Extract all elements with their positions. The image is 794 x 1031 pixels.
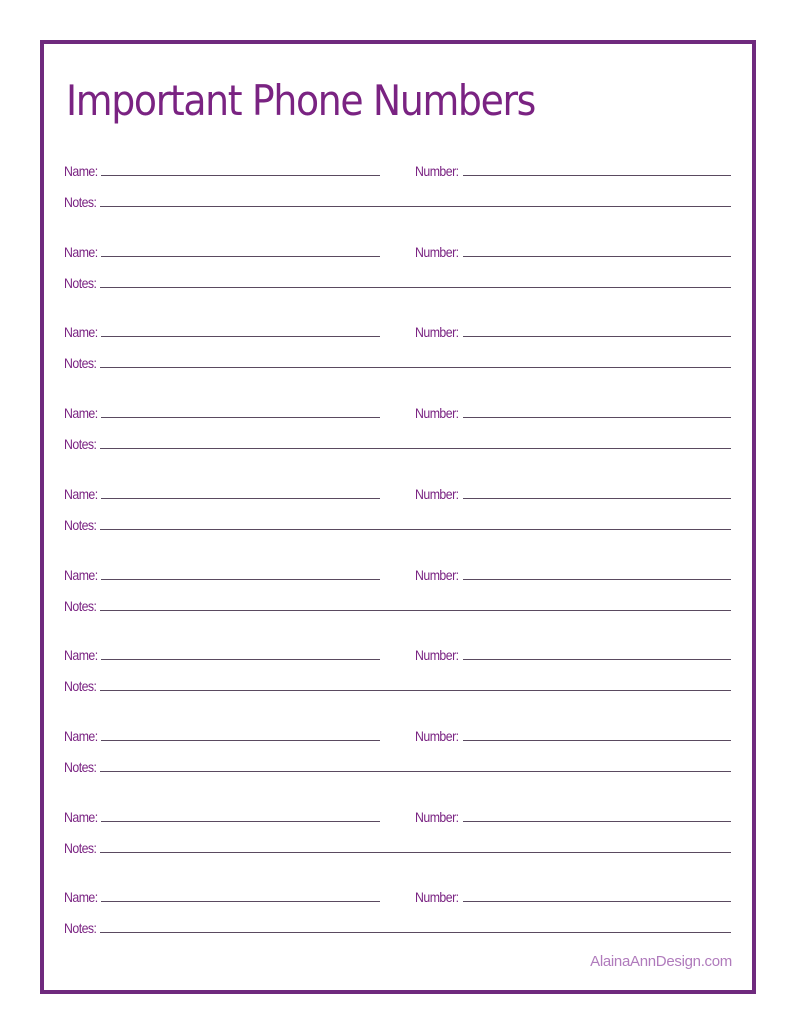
number-row — [415, 481, 731, 501]
notes-row — [64, 673, 731, 693]
number-label: Number: — [415, 647, 459, 664]
name-label: Name: — [64, 727, 98, 744]
number-row — [415, 804, 731, 824]
number-row — [415, 562, 731, 582]
notes-field[interactable] — [100, 610, 731, 611]
name-field[interactable] — [101, 659, 380, 660]
name-field[interactable] — [101, 256, 380, 257]
name-label: Name: — [64, 163, 98, 179]
name-label: Name: — [64, 243, 98, 260]
name-row — [64, 723, 380, 743]
number-field[interactable] — [463, 175, 731, 176]
name-row — [64, 884, 380, 904]
name-label: Name: — [64, 889, 98, 906]
number-row — [415, 319, 731, 339]
name-label: Name: — [64, 566, 98, 583]
number-field[interactable] — [463, 417, 731, 418]
name-field[interactable] — [101, 901, 380, 902]
number-label: Number: — [415, 808, 459, 825]
number-label: Number: — [415, 889, 459, 906]
notes-row — [64, 835, 731, 855]
notes-label: Notes: — [64, 355, 97, 372]
name-row — [64, 804, 380, 824]
name-label: Name: — [64, 808, 98, 825]
number-field[interactable] — [463, 901, 731, 902]
name-label: Name: — [64, 405, 98, 422]
notes-row — [64, 270, 731, 290]
name-label: Name: — [64, 324, 98, 341]
notes-row — [64, 431, 731, 451]
notes-row — [64, 350, 731, 370]
notes-label: Notes: — [64, 436, 97, 453]
name-label: Name: — [64, 647, 98, 664]
notes-label: Notes: — [64, 758, 97, 775]
notes-label: Notes: — [64, 920, 97, 937]
notes-label: Notes: — [64, 597, 97, 614]
name-row — [64, 642, 380, 662]
number-row — [415, 723, 731, 743]
name-field[interactable] — [101, 821, 380, 822]
number-row — [415, 642, 731, 662]
name-field[interactable] — [101, 417, 380, 418]
number-field[interactable] — [463, 740, 731, 741]
page-title: Important Phone Numbers — [66, 76, 536, 125]
number-field[interactable] — [463, 579, 731, 580]
number-field[interactable] — [463, 821, 731, 822]
notes-label: Notes: — [64, 274, 97, 291]
name-row — [64, 319, 380, 339]
number-field[interactable] — [463, 256, 731, 257]
number-label: Number: — [415, 324, 459, 341]
number-field[interactable] — [463, 336, 731, 337]
name-label: Name: — [64, 485, 98, 502]
notes-row — [64, 512, 731, 532]
notes-field[interactable] — [100, 206, 731, 207]
name-field[interactable] — [101, 740, 380, 741]
number-label: Number: — [415, 485, 459, 502]
name-field[interactable] — [101, 175, 380, 176]
number-label: Number: — [415, 727, 459, 744]
number-label: Number: — [415, 243, 459, 260]
notes-field[interactable] — [100, 367, 731, 368]
notes-label: Notes: — [64, 678, 97, 695]
notes-row — [64, 593, 731, 613]
entries-list — [44, 44, 752, 990]
number-row — [415, 239, 731, 259]
notes-label: Notes: — [64, 839, 97, 856]
notes-field[interactable] — [100, 771, 731, 772]
name-field[interactable] — [101, 336, 380, 337]
number-row — [415, 400, 731, 420]
name-field[interactable] — [101, 498, 380, 499]
number-field[interactable] — [463, 659, 731, 660]
number-label: Number: — [415, 405, 459, 422]
notes-field[interactable] — [100, 852, 731, 853]
name-row — [64, 562, 380, 582]
number-label: Number: — [415, 566, 459, 583]
notes-field[interactable] — [100, 932, 731, 933]
notes-row — [64, 189, 731, 209]
name-row — [64, 239, 380, 259]
notes-row — [64, 915, 731, 935]
page-border — [40, 40, 756, 994]
notes-label: Notes: — [64, 516, 97, 533]
number-label: Number: — [415, 163, 459, 179]
notes-label: Notes: — [64, 194, 97, 210]
notes-field[interactable] — [100, 529, 731, 530]
name-row — [64, 481, 380, 501]
footer-brand: AlainaAnnDesign.com — [590, 953, 732, 970]
name-field[interactable] — [101, 579, 380, 580]
number-row — [415, 884, 731, 904]
name-row — [64, 158, 380, 178]
notes-row — [64, 754, 731, 774]
number-field[interactable] — [463, 498, 731, 499]
name-row — [64, 400, 380, 420]
notes-field[interactable] — [100, 448, 731, 449]
notes-field[interactable] — [100, 690, 731, 691]
number-row — [415, 158, 731, 178]
notes-field[interactable] — [100, 287, 731, 288]
